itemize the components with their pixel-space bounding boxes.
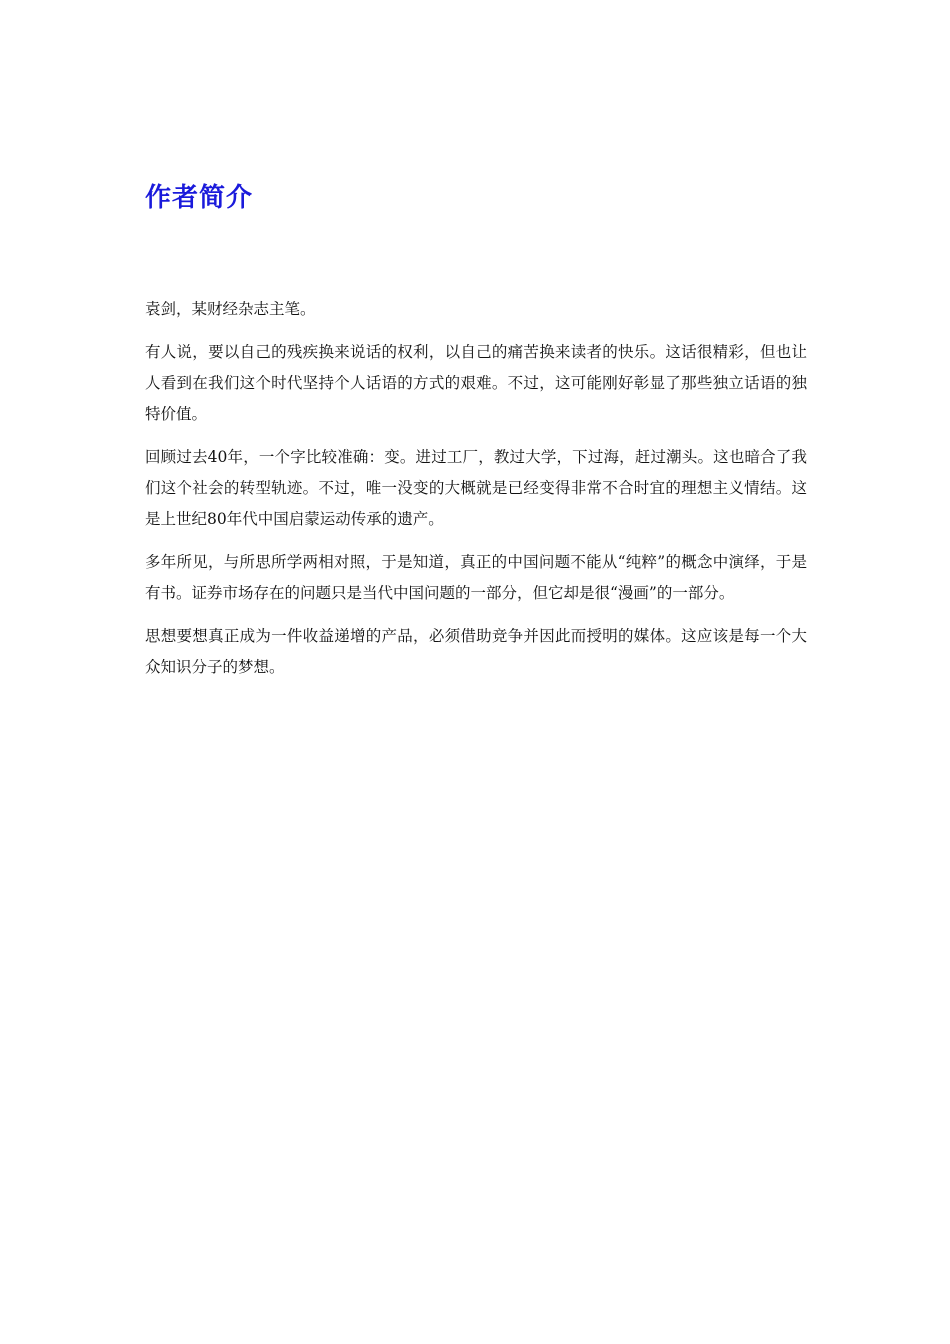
paragraph-author-intro: 袁剑，某财经杂志主笔。 xyxy=(145,300,316,318)
paragraph-china-problems: 多年所见，与所思所学两相对照，于是知道，真正的中国问题不能从“纯粹”的概念中演绎，于是有书。证券市场存在的问题只是当代中国问题的一部分，但它却是很“漫画”的一部分。 xyxy=(145,553,807,602)
section-title: 作者简介 xyxy=(145,183,254,213)
paragraph-speech-rights: 有人说，要以自己的残疾换来说话的权利，以自己的痛苦换来读者的快乐。这话很精彩，但也让人看到在我们这个时代坚持个人话语的方式的艰难。不过，这可能刚好彰显了那些独立话语的独特价值。 xyxy=(145,343,807,423)
paragraph-forty-years: 回顾过去40年，一个字比较准确：变。进过工厂，教过大学，下过海，赶过潮头。这也暗合了我们这个社会的转型轨迹。不过，唯一没变的大概就是已经变得非常不合时宜的理想主义情结。这是上世纪80年代中国启蒙运动传承的遗产。 xyxy=(145,448,807,528)
body-text xyxy=(145,294,807,695)
paragraph-ideas-product: 思想要想真正成为一件收益递增的产品，必须借助竞争并因此而授明的媒体。这应该是每一个大众知识分子的梦想。 xyxy=(145,627,807,676)
